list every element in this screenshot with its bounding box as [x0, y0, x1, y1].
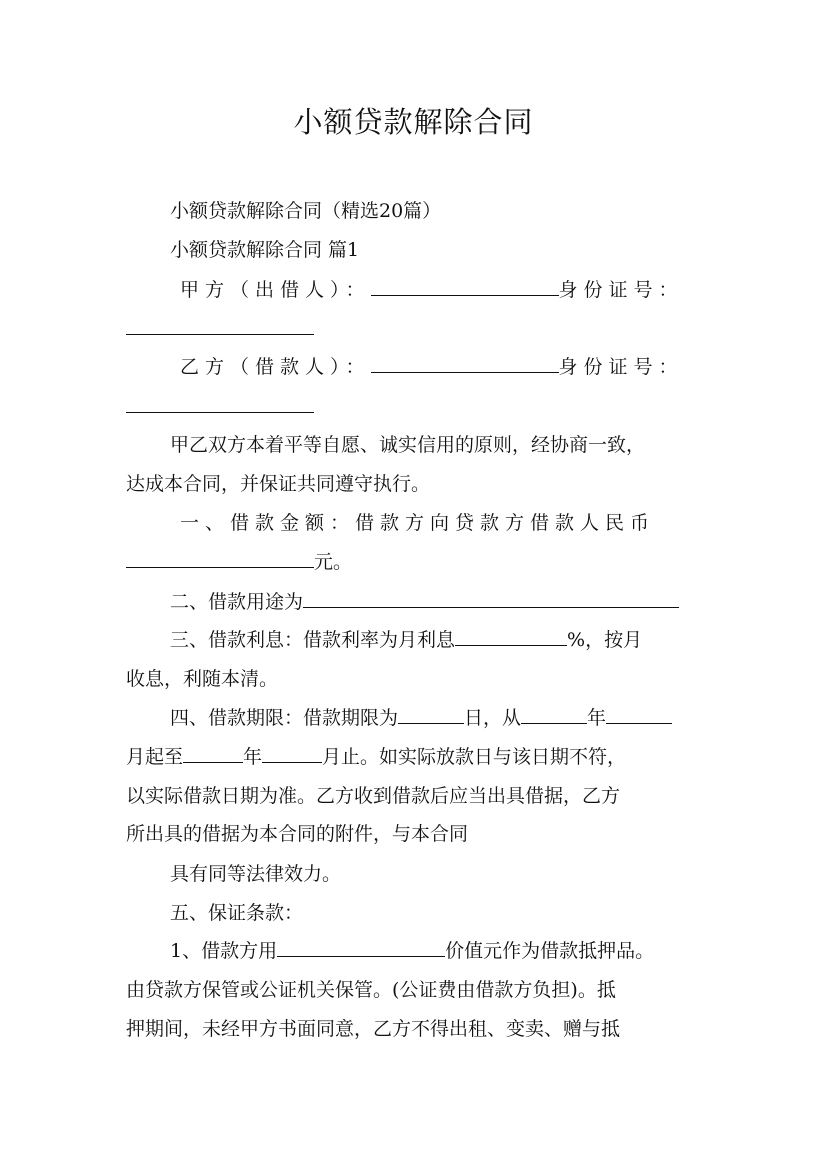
clause4-end: 月止。如实际放款日与该日期不符， — [322, 746, 627, 768]
document-title: 小额贷款解除合同 — [293, 105, 534, 139]
start-month-blank — [606, 705, 672, 724]
clause4-line-5: 具有同等法律效力。 — [170, 863, 342, 885]
start-year-blank — [521, 705, 587, 724]
clause4-from: 日，从 — [464, 707, 522, 729]
clause4-year: 年 — [587, 707, 607, 729]
clause5-1-line-3: 押期间，未经甲方书面同意，乙方不得出租、变卖、赠与抵 — [126, 1018, 621, 1040]
loan-days-blank — [398, 705, 464, 724]
clause3-line — [170, 627, 750, 653]
clause1-amount-line — [126, 549, 706, 575]
clause5-heading: 五、保证条款： — [170, 902, 304, 924]
clause4-line-2 — [126, 744, 706, 770]
end-month-blank — [262, 744, 322, 763]
party-b-blank — [371, 354, 559, 373]
party-a-line — [180, 277, 710, 303]
clause4-line — [170, 705, 750, 731]
clause4-until: 月起至 — [126, 746, 184, 768]
party-a-blank — [371, 277, 559, 296]
clause5-1-line-2: 由贷款方保管或公证机关保管。(公证费由借款方负担)。抵 — [126, 979, 616, 1001]
party-a-label: 甲方（出借人）： — [180, 279, 371, 301]
intro-line-1: 甲乙双方本着平等自愿、诚实信用的原则，经协商一致， — [170, 434, 646, 456]
clause5-1-line — [170, 938, 750, 964]
document-subtitle: 小额贷款解除合同（精选20篇） — [170, 200, 442, 222]
clause4-label: 四、借款期限：借款期限为 — [170, 707, 399, 729]
clause2-label: 二、借款用途为 — [170, 591, 304, 613]
collateral-blank — [277, 938, 445, 957]
party-b-id-blank — [126, 394, 314, 413]
clause3-label: 三、借款利息：借款利率为月利息 — [170, 629, 456, 651]
clause1-unit: 元。 — [314, 551, 353, 573]
party-b-id-label: 身份证号： — [558, 356, 684, 378]
clause4-line-4: 所出具的借据为本合同的附件，与本合同 — [126, 823, 469, 845]
clause3-line-2: 收息，利随本清。 — [126, 668, 279, 690]
clause5-1-label: 1、借款方用 — [170, 940, 278, 962]
intro-line-2: 达成本合同，并保证共同遵守执行。 — [126, 473, 431, 495]
party-b-line — [180, 354, 710, 380]
loan-purpose-blank — [303, 589, 679, 608]
clause2-line — [170, 589, 750, 615]
clause3-suffix: %，按月 — [567, 629, 643, 651]
party-a-id-blank — [126, 316, 314, 335]
clause1-line: 一、借款金额：借款方向贷款方借款人民币 — [180, 512, 656, 534]
party-b-id-line — [126, 394, 706, 420]
interest-rate-blank — [455, 627, 567, 646]
clause4-year-2: 年 — [243, 746, 263, 768]
end-year-blank — [183, 744, 243, 763]
party-a-id-label: 身份证号： — [558, 279, 684, 301]
loan-amount-blank — [126, 549, 314, 568]
section-heading: 小额贷款解除合同 篇1 — [170, 239, 360, 261]
clause4-line-3: 以实际借款日期为准。乙方收到借款后应当出具借据，乙方 — [126, 785, 621, 807]
party-b-label: 乙方（借款人）： — [180, 356, 371, 378]
party-a-id-line — [126, 316, 706, 342]
clause5-1-suffix: 价值元作为借款抵押品。 — [445, 940, 655, 962]
